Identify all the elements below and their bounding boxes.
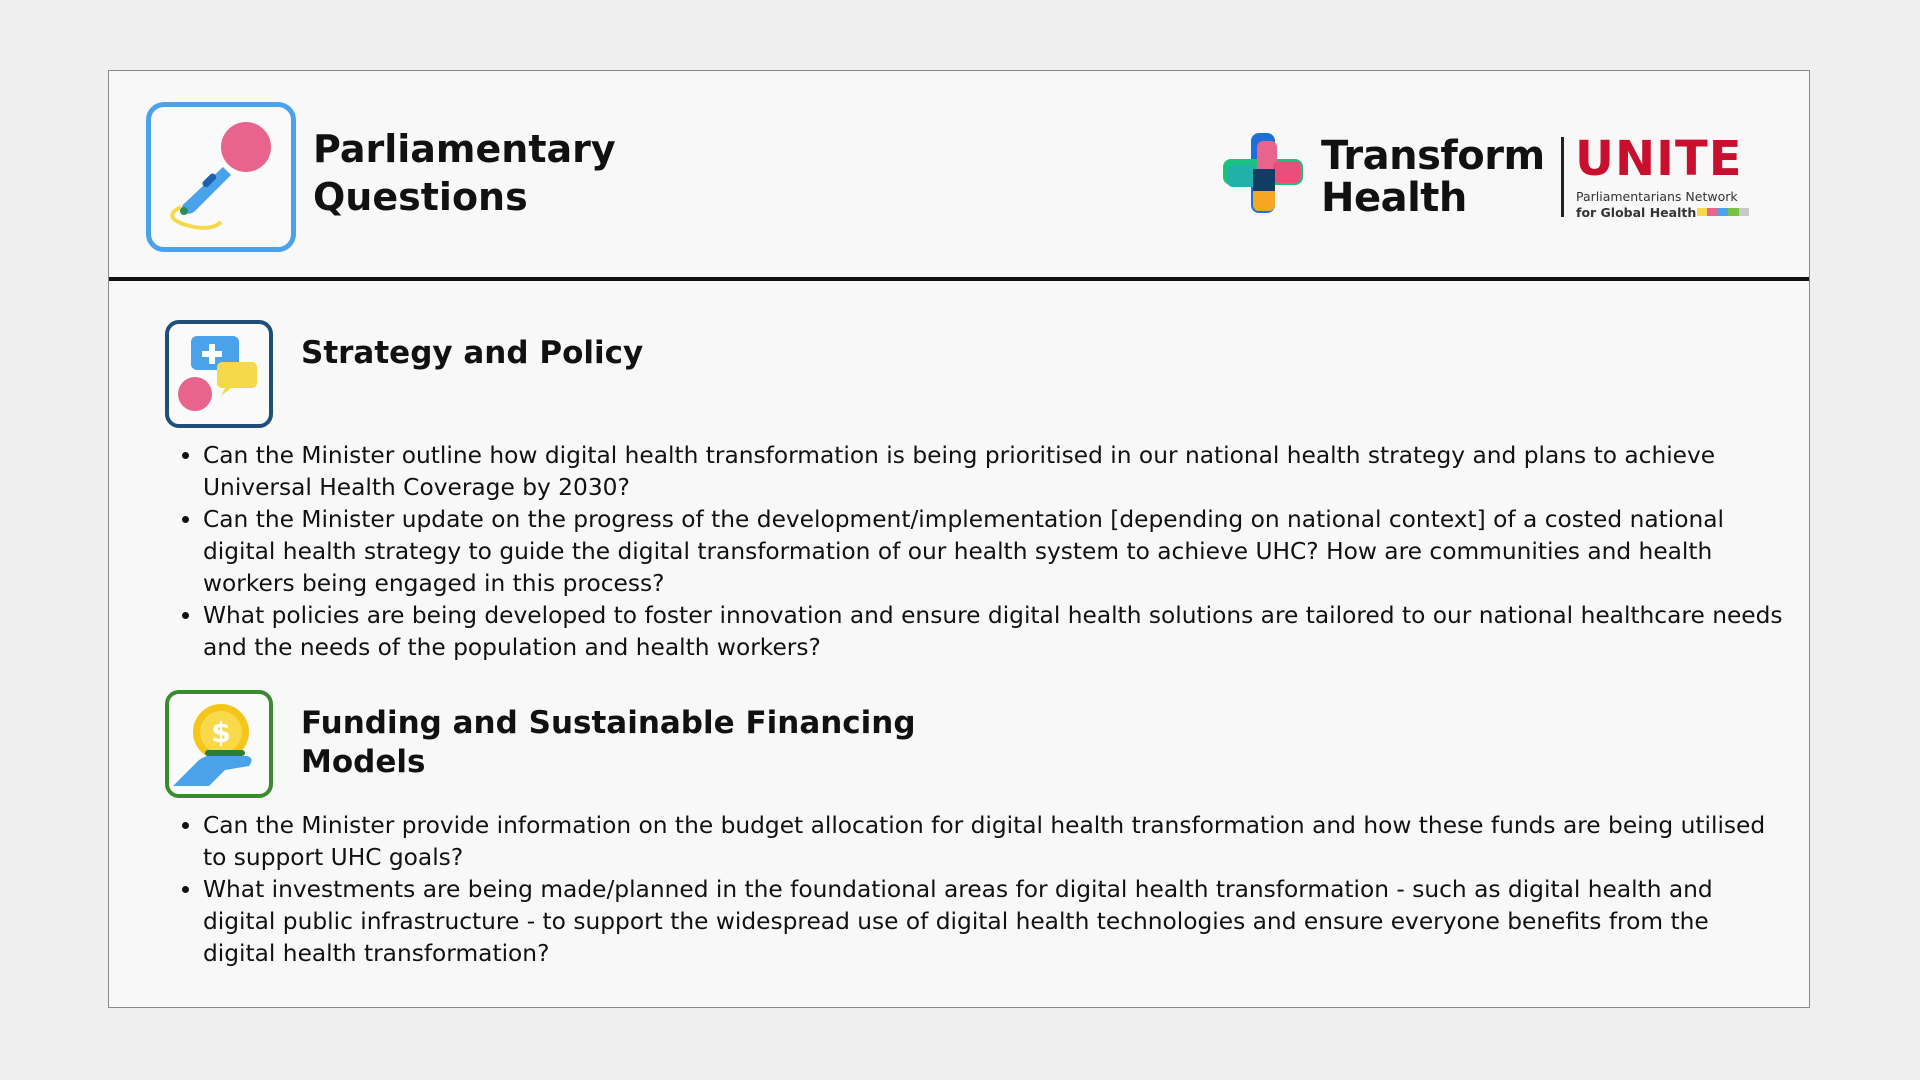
- unite-subtitle-line2: for Global Health: [1576, 205, 1697, 220]
- list-item: • Can the Minister provide information on the budget allocation for digital health transformation and how these funds are being utilised to support UHC goals?: [203, 810, 1788, 874]
- logo-divider: [1561, 137, 1564, 217]
- unite-logo-text: UNITE: [1575, 131, 1743, 187]
- page-title: Parliamentary Questions: [313, 127, 616, 219]
- chat-bubbles-plus-icon: [165, 320, 273, 428]
- list-item: • Can the Minister update on the progress of the development/implementation [depending on national context] of a costed national digital health strategy to guide the digital transformation of our health system to achieve UHC? How are communities and health workers being engaged in this process?: [203, 504, 1788, 600]
- question-list: [165, 810, 1788, 970]
- hand-coin-icon: [165, 690, 273, 798]
- section-title: Funding and Sustainable Financing Models: [301, 705, 916, 780]
- section-title: Strategy and Policy: [301, 335, 644, 371]
- header: [109, 71, 1809, 281]
- list-item: • Can the Minister outline how digital health transformation is being prioritised in our national health strategy and plans to achieve Universal Health Coverage by 2030?: [203, 440, 1788, 504]
- unite-color-bar: [1697, 208, 1749, 216]
- content-card: [108, 70, 1810, 1008]
- transform-health-cross-logo: [1223, 133, 1303, 213]
- list-item: • What investments are being made/planned in the foundational areas for digital health transformation - such as digital health and digital public infrastructure - to support the widespread use of digital health technologies and ensure everyone benefits from the digital health transformation?: [203, 874, 1788, 970]
- svg-text:$: $: [211, 716, 231, 749]
- partner-logos: [1223, 133, 1783, 223]
- unite-subtitle-line1: Parliamentarians Network: [1576, 189, 1738, 204]
- question-list: [165, 440, 1788, 664]
- list-item: • What policies are being developed to foster innovation and ensure digital health solutions are tailored to our national healthcare needs and the needs of the population and health workers?: [203, 600, 1788, 664]
- microphone-icon: [146, 102, 296, 252]
- transform-health-name: Transform Health: [1321, 133, 1545, 221]
